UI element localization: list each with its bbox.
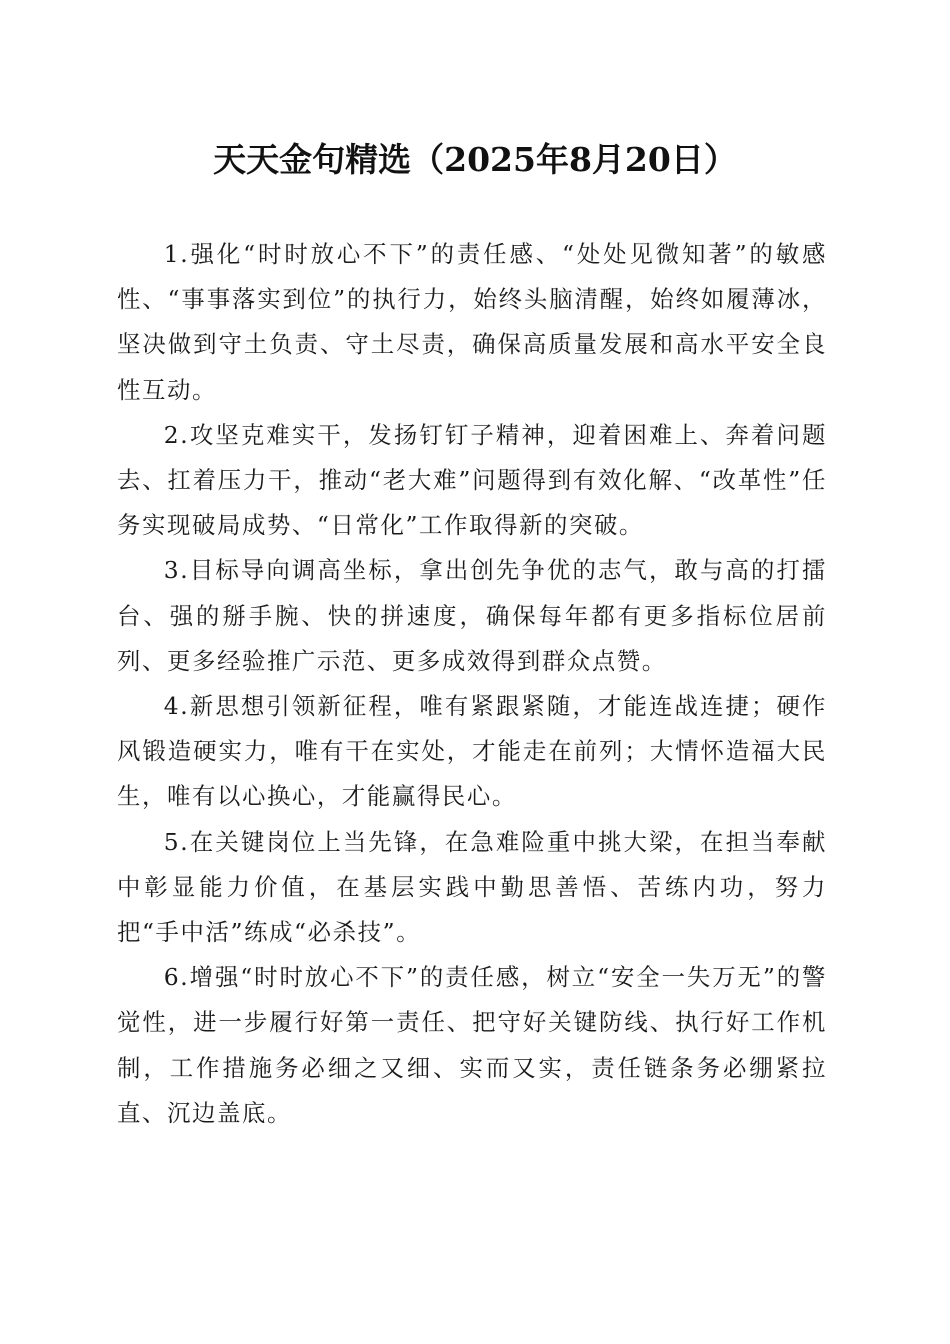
paragraph-1: 1.强化“时时放心不下”的责任感、“处处见微知著”的敏感性、“事事落实到位”的执行力，始终头脑清醒，始终如履薄冰，坚决做到守土负责、守土尽责，确保高质量发展和高水平安全良性互动。 [117,240,827,404]
paragraph-2: 2.攻坚克难实干，发扬钉钉子精神，迎着困难上、奔着问题去、扛着压力干，推动“老大难”问题得到有效化解、“改革性”任务实现破局成势、“日常化”工作取得新的突破。 [117,420,827,540]
paragraph-5: 5.在关键岗位上当先锋，在急难险重中挑大梁，在担当奉献中彰显能力价值，在基层实践中勤思善悟、苦练内功，努力把“手中活”练成“必杀技”。 [117,827,827,947]
document-body [117,232,827,1136]
paragraph-4: 4.新思想引领新征程，唯有紧跟紧随，才能连战连捷；硬作风锻造硬实力，唯有干在实处，才能走在前列；大情怀造福大民生，唯有以心换心，才能赢得民心。 [117,692,827,811]
document-title: 天天金句精选（2025年8月20日） [213,140,737,179]
paragraph-6: 6.增强“时时放心不下”的责任感，树立“安全一失万无”的警觉性，进一步履行好第一责任、把守好关键防线、执行好工作机制，工作措施务必细之又细、实而又实，责任链条务必绷紧拉直、沉边盖底。 [117,963,827,1127]
paragraph-3: 3.目标导向调高坐标，拿出创先争优的志气，敢与高的打擂台、强的掰手腕、快的拼速度，确保每年都有更多指标位居前列、更多经验推广示范、更多成效得到群众点赞。 [117,556,827,675]
